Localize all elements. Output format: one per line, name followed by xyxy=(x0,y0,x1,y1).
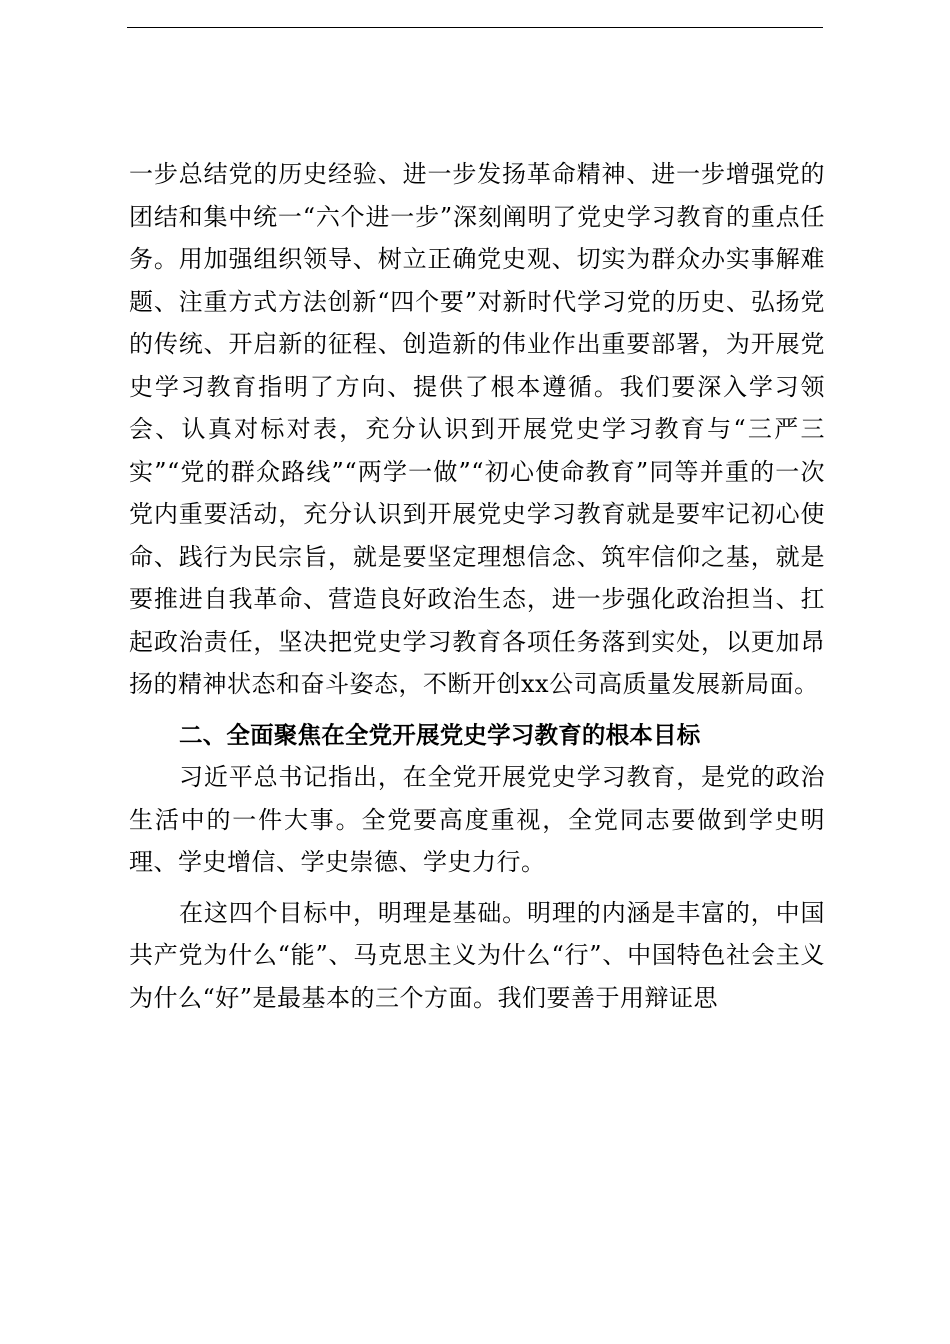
paragraph-goal-intro: 习近平总书记指出，在全党开展党史学习教育，是党的政治生活中的一件大事。全党要高度重视，全党同志要做到学史明理、学史增信、学史崇德、学史力行。 xyxy=(129,763,825,876)
paragraph-continuation: 一步总结党的历史经验、进一步发扬革命精神、进一步增强党的团结和集中统一“六个进一步”深刻阐明了党史学习教育的重点任务。用加强组织领导、树立正确党史观、切实为群众办实事解难题、注重方式方法创新“四个要”对新时代学习党的历史、弘扬党的传统、开启新的征程、创造新的伟业作出重要部署，为开展党史学习教育指明了方向、提供了根本遵循。我们要深入学习领会、认真对标对表，充分认识到开展党史学习教育与“三严三实”“党的群众路线”“两学一做”“初心使命教育”同等并重的一次党内重要活动，充分认识到开展党史学习教育就是要牢记初心使命、践行为民宗旨，就是要坚定理想信念、筑牢信仰之基，就是要推进自我革命、营造良好政治生态，进一步强化政治担当、扛起政治责任，坚决把党史学习教育各项任务落到实处，以更加昂扬的精神状态和奋斗姿态，不断开创xx公司高质量发展新局面。 xyxy=(129,160,825,698)
document-body xyxy=(129,153,825,1019)
paragraph-mingli: 在这四个目标中，明理是基础。明理的内涵是丰富的，中国共产党为什么“能”、马克思主义为什么“行”、中国特色社会主义为什么“好”是最基本的三个方面。我们要善于用辩证思 xyxy=(129,898,825,1012)
header-rule xyxy=(127,27,823,28)
section-heading: 二、全面聚焦在全党开展党史学习教育的根本目标 xyxy=(179,720,701,749)
